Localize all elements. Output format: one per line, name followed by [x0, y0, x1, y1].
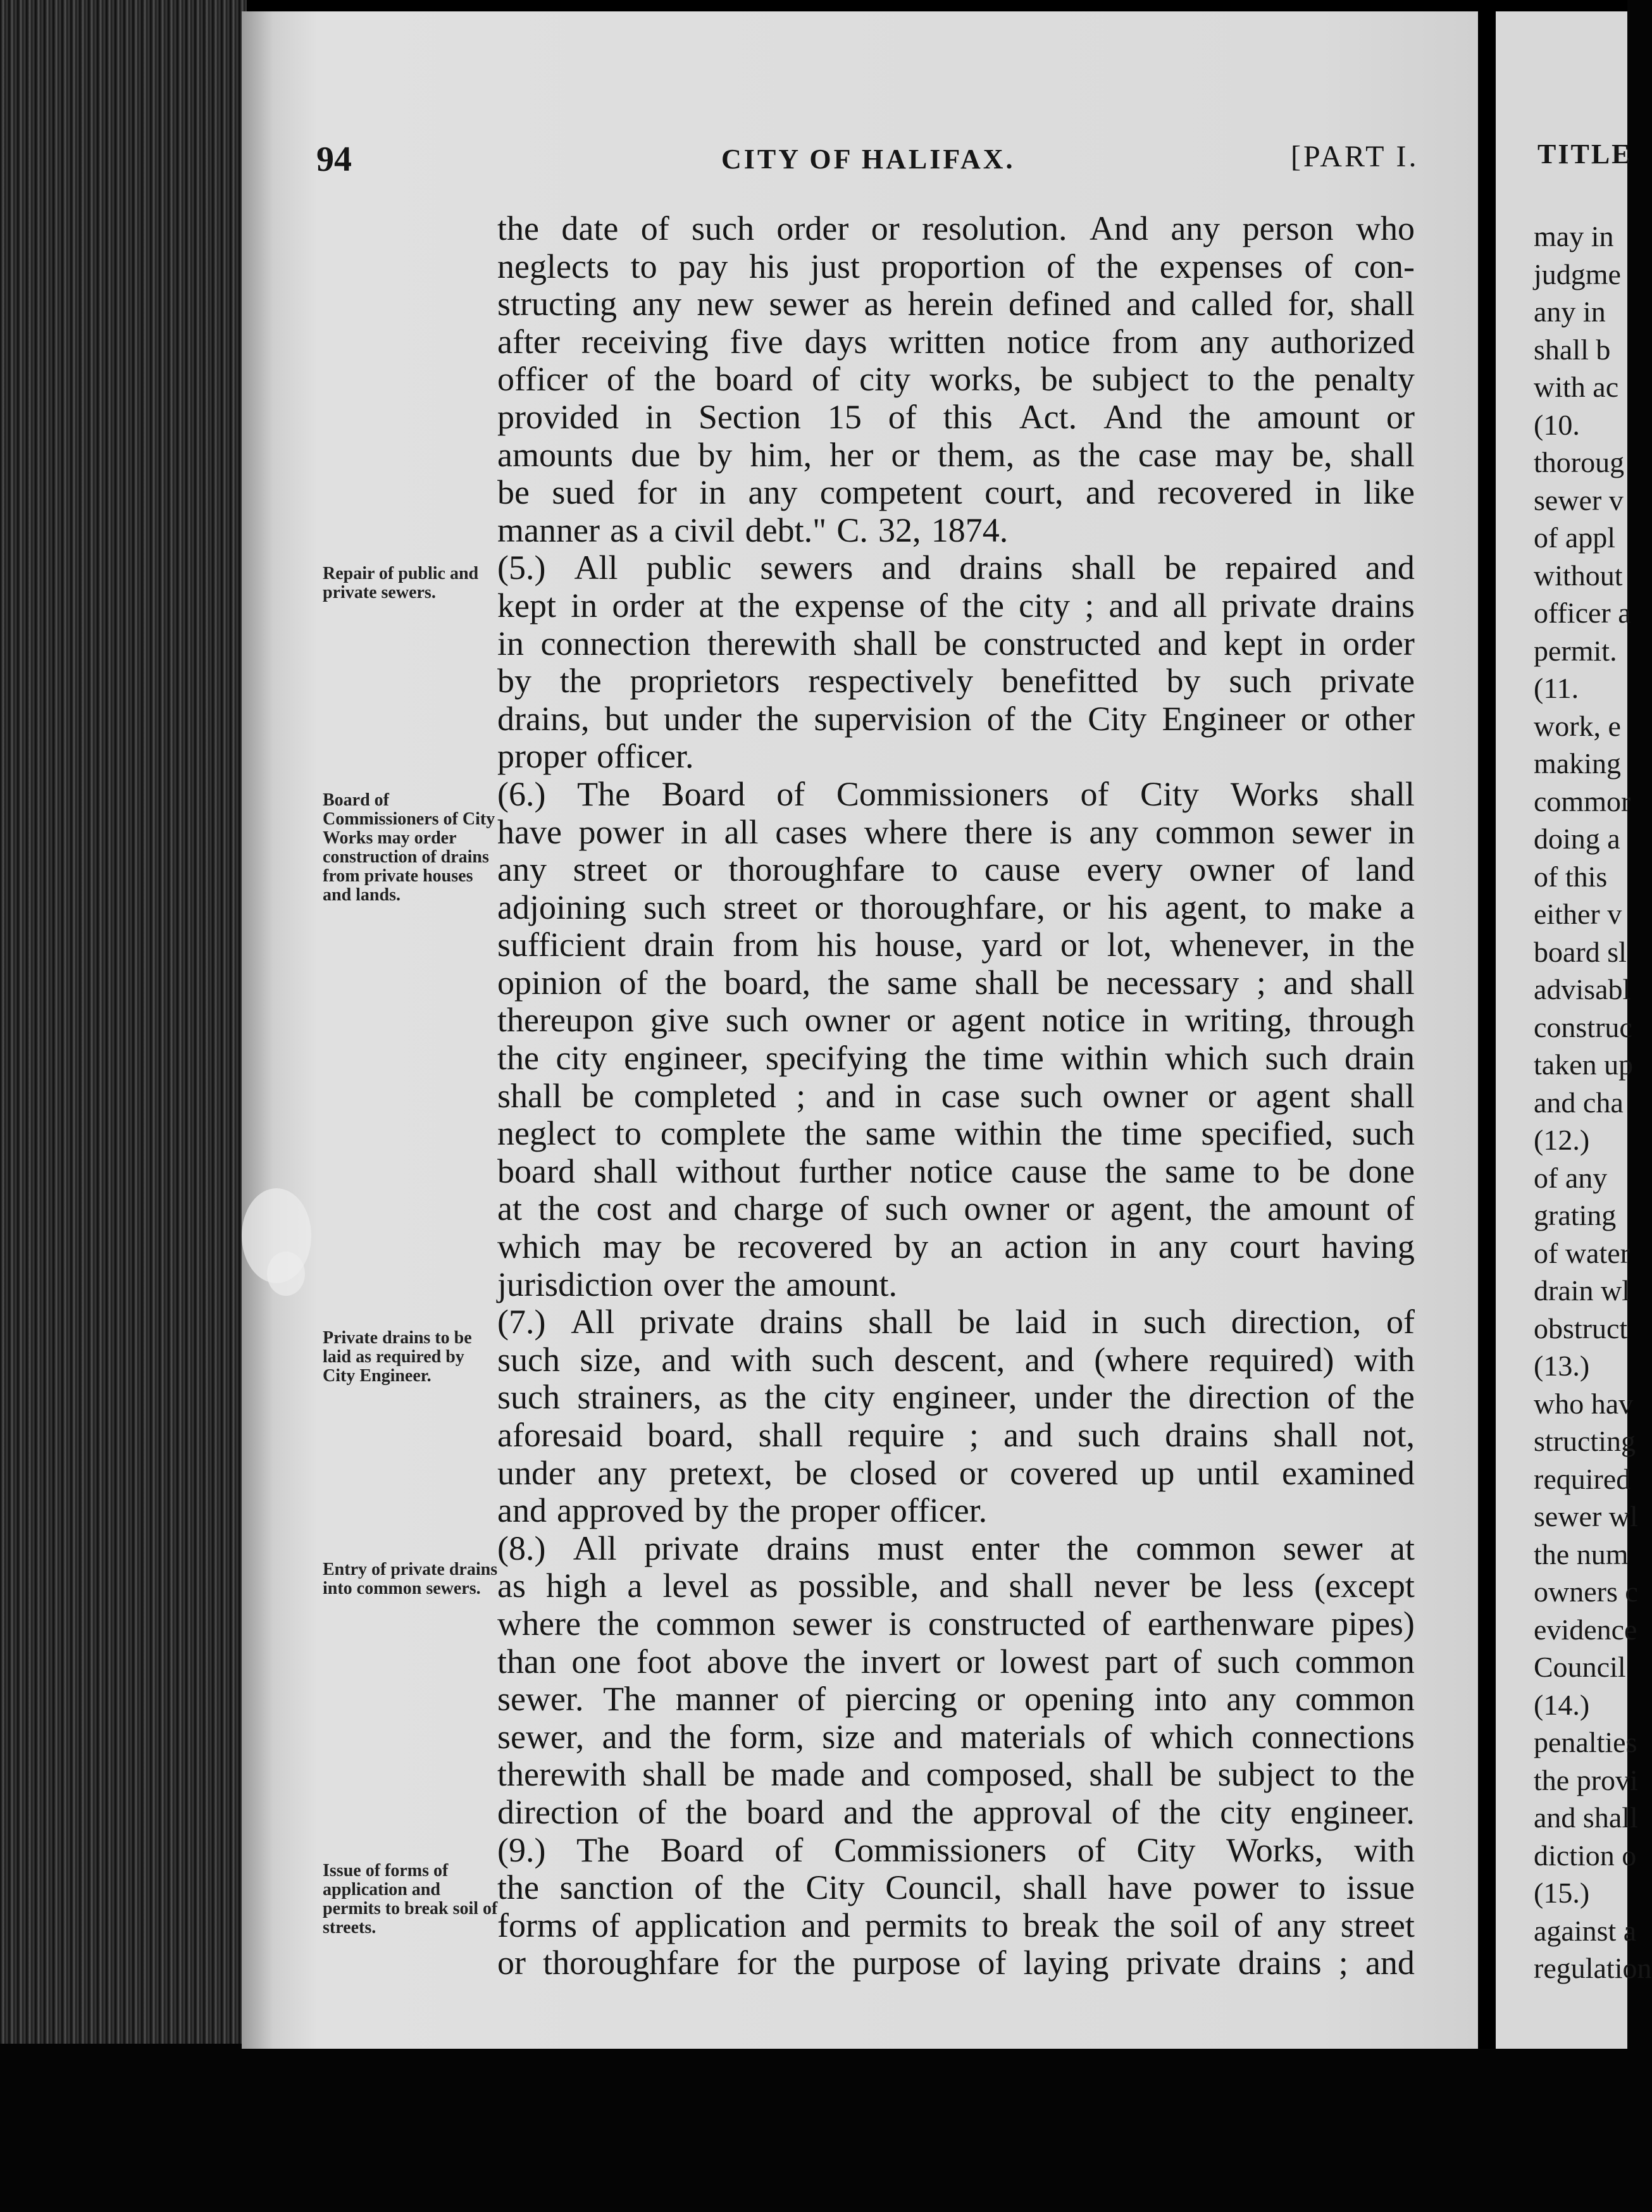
book-gutter [1478, 11, 1496, 2049]
text-line: aforesaid board, shall require ; and such drains shall not, [497, 1416, 1415, 1454]
text-line: be sued for in any competent court, and recovered in like [497, 473, 1415, 512]
text-line: as high a level as possible, and shall never be less (except [497, 1567, 1415, 1605]
part-label: [PART I. [1291, 140, 1419, 173]
right-page-line: without [1534, 559, 1623, 592]
text-line: the city engineer, specifying the time within which such drain [497, 1039, 1415, 1078]
right-page-line: penalties [1534, 1726, 1637, 1758]
right-page-line: Council [1534, 1651, 1626, 1683]
right-page-line: of any [1534, 1161, 1608, 1194]
right-page-line: structing [1534, 1425, 1636, 1457]
text-line: (9.) The Board of Commissioners of City Works, with [497, 1830, 1415, 1869]
right-page-line: the num [1534, 1538, 1629, 1570]
text-line: sewer. The manner of piercing or opening into any common [497, 1680, 1415, 1718]
book-page-edges [0, 0, 247, 2044]
right-page-line: of this [1534, 860, 1608, 893]
text-line: board shall without further notice cause the same to be done [497, 1152, 1415, 1190]
right-page-line: owners c [1534, 1575, 1638, 1608]
text-line: the date of such order or resolution. And any person who [497, 209, 1415, 247]
right-page-line: and shall [1534, 1801, 1638, 1834]
text-line: any street or thoroughfare to cause every owner of land [497, 850, 1415, 889]
page-stain [267, 1252, 305, 1296]
right-page-line: (15.) [1534, 1877, 1590, 1909]
right-page-fragment [1496, 11, 1652, 2049]
text-line: jurisdiction over the amount. [497, 1265, 897, 1303]
text-line: drains, but under the supervision of the City Engineer or other [497, 699, 1415, 738]
right-page-text [1534, 218, 1652, 1987]
right-page-line: board sl [1534, 935, 1627, 968]
margin-note-board-order: Board of Commissioners of City Works may order construction of drains from private houses and lands. [323, 790, 495, 905]
right-page-line: sewer v [1534, 483, 1624, 516]
right-page-line: drain wl [1534, 1274, 1630, 1307]
margin-note-entry: Entry of private drains into common sewers. [323, 1560, 498, 1598]
text-line: adjoining such street or thoroughfare, or his agent, to make a [497, 888, 1415, 926]
text-line: manner as a civil debt." C. 32, 1874. [497, 511, 1009, 549]
page-number: 94 [316, 140, 352, 179]
right-page-line: judgme [1534, 258, 1621, 290]
right-page-line: the provi [1534, 1763, 1638, 1796]
text-line: or thoroughfare for the purpose of laying private drains ; and [497, 1944, 1415, 1982]
text-line: shall be completed ; and in case such owner or agent shall [497, 1076, 1415, 1115]
right-page-line: (11. [1534, 672, 1579, 704]
margin-note-repair: Repair of public and private sewers. [323, 564, 479, 602]
text-line: kept in order at the expense of the city ; and all private drains [497, 586, 1415, 624]
right-page-line: (13.) [1534, 1350, 1590, 1382]
right-page-line: (10. [1534, 408, 1580, 441]
text-line: under any pretext, be closed or covered up until examined [497, 1453, 1415, 1492]
right-page-line: officer a [1534, 597, 1631, 629]
text-line: (6.) The Board of Commissioners of City Works shall [497, 774, 1415, 813]
text-line: (8.) All private drains must enter the common sewer at [497, 1529, 1415, 1567]
text-line: sewer, and the form, size and materials of which connections [497, 1717, 1415, 1756]
right-page-line: commor [1534, 785, 1631, 817]
right-page-line: either v [1534, 898, 1622, 930]
right-page-line: work, e [1534, 709, 1621, 742]
text-line: structing any new sewer as herein defined and called for, shall [497, 285, 1415, 323]
page-header [316, 139, 1436, 190]
right-page-line: any in [1534, 295, 1606, 328]
text-line: direction of the board and the approval of the city engineer. [497, 1793, 1415, 1831]
margin-note-private-drains: Private drains to be laid as required by City Engineer. [323, 1328, 472, 1386]
text-line: have power in all cases where there is any common sewer in [497, 812, 1415, 851]
right-page-line: shall b [1534, 333, 1611, 366]
text-line: at the cost and charge of such owner or agent, the amount of [497, 1190, 1415, 1228]
right-page-line: may in [1534, 220, 1614, 252]
text-line: sufficient drain from his house, yard or lot, whenever, in the [497, 926, 1415, 964]
right-page-line: and cha [1534, 1086, 1624, 1119]
body-text [497, 210, 1415, 1982]
right-page-line: doing a [1534, 823, 1620, 855]
right-page-line: thoroug [1534, 446, 1625, 478]
right-page-line: of water [1534, 1236, 1630, 1269]
margin-note-permits: Issue of forms of application and permits to break soil of streets. [323, 1861, 498, 1937]
right-page-line: evidence [1534, 1613, 1637, 1646]
text-line: the sanction of the City Council, shall have power to issue [497, 1868, 1415, 1907]
text-line: forms of application and permits to break the soil of any street [497, 1906, 1415, 1944]
text-line: opinion of the board, the same shall be necessary ; and shall [497, 963, 1415, 1002]
text-line: thereupon give such owner or agent notice in writing, through [497, 1001, 1415, 1040]
text-line: (7.) All private drains shall be laid in such direction, of [497, 1303, 1415, 1341]
text-line: in connection therewith shall be constructed and kept in order [497, 624, 1415, 662]
right-page-line: making [1534, 747, 1621, 780]
right-page-line: who hav [1534, 1387, 1634, 1420]
text-line: (5.) All public sewers and drains shall be repaired and [497, 549, 1415, 587]
right-page-line: of appl [1534, 521, 1616, 554]
right-page-line: construc [1534, 1010, 1632, 1043]
right-page-line: (14.) [1534, 1688, 1590, 1721]
right-page-line: regulation [1534, 1952, 1652, 1984]
text-line: proper officer. [497, 737, 694, 776]
text-line: such size, and with such descent, and (where required) with [497, 1340, 1415, 1379]
right-page-line: advisabl [1534, 973, 1631, 1005]
right-page-line: obstruct [1534, 1312, 1628, 1345]
right-page-line: against a [1534, 1914, 1637, 1947]
text-line: provided in Section 15 of this Act. And the amount or [497, 397, 1415, 436]
right-page-title: TITLE [1537, 139, 1632, 170]
right-page-line: required [1534, 1462, 1631, 1495]
right-page-line: permit. [1534, 634, 1617, 667]
right-page-line: diction o [1534, 1839, 1637, 1872]
running-title: CITY OF HALIFAX. [721, 144, 1015, 175]
text-line: and approved by the proper officer. [497, 1491, 988, 1530]
right-page-line: with ac [1534, 371, 1619, 403]
right-page-line: (12.) [1534, 1124, 1590, 1156]
text-line: neglect to complete the same within the time specified, such [497, 1114, 1415, 1153]
text-line: neglects to pay his just proportion of the expenses of con- [497, 247, 1415, 285]
right-page-line: sewer wl [1534, 1500, 1638, 1532]
text-line: which may be recovered by an action in any court having [497, 1227, 1415, 1266]
text-line: after receiving five days written notice from any authorized [497, 322, 1415, 361]
text-line: by the proprietors respectively benefitted by such private [497, 662, 1415, 700]
text-line: therewith shall be made and composed, shall be subject to the [497, 1755, 1415, 1794]
text-line: than one foot above the invert or lowest part of such common [497, 1642, 1415, 1681]
text-line: officer of the board of city works, be subject to the penalty [497, 360, 1415, 399]
text-line: amounts due by him, her or them, as the case may be, shall [497, 435, 1415, 474]
text-line: where the common sewer is constructed of earthenware pipes) [497, 1604, 1415, 1643]
right-page-line: taken up [1534, 1048, 1634, 1081]
text-line: such strainers, as the city engineer, under the direction of the [497, 1378, 1415, 1417]
right-page-line: grating [1534, 1199, 1617, 1231]
